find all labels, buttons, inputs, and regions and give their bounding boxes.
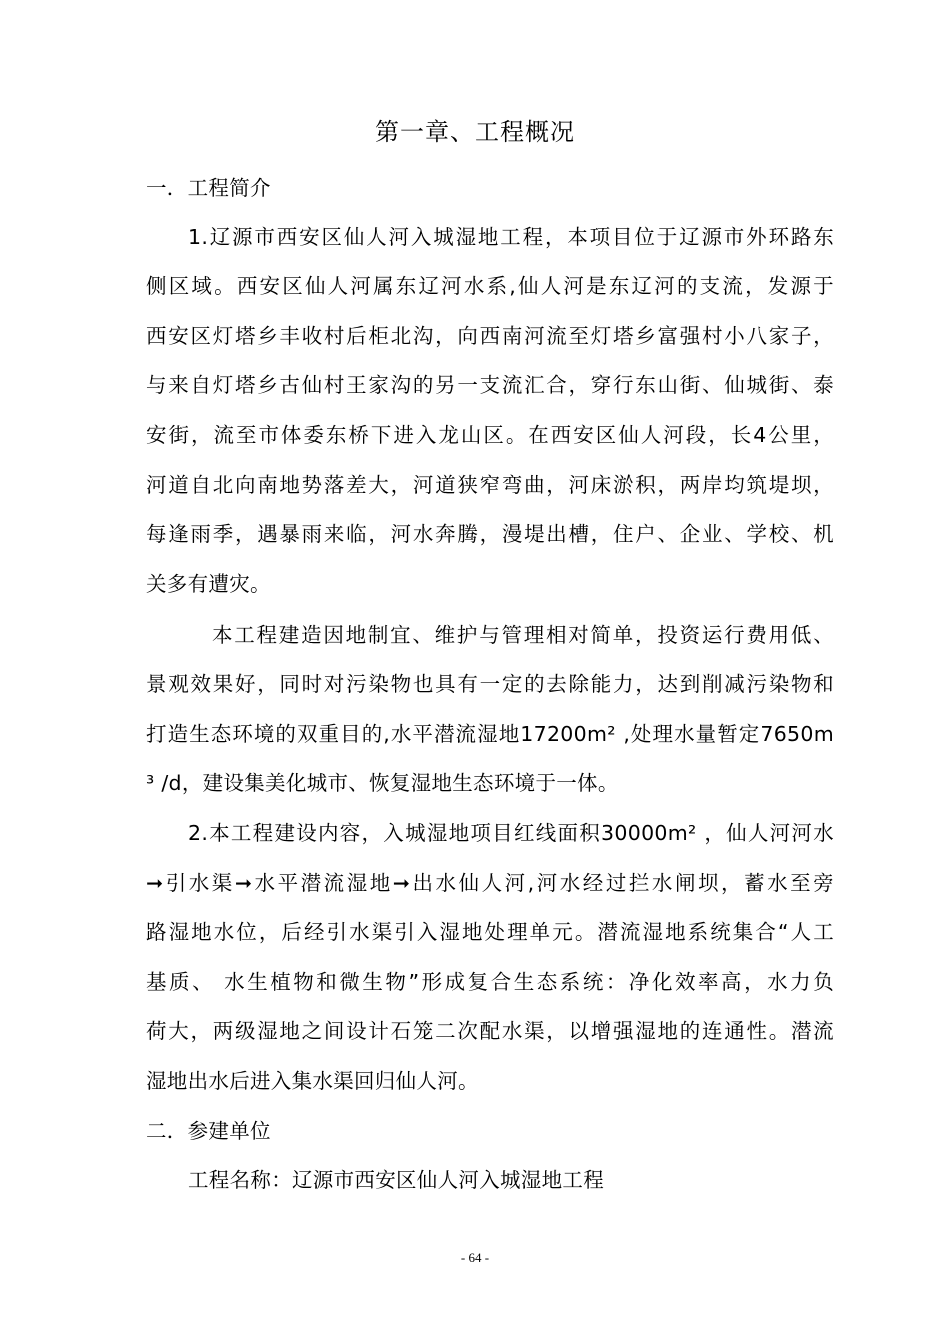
project-name-line: 工程名称：辽源市西安区仙人河入城湿地工程 — [188, 1168, 604, 1192]
section-heading-participants: 二．参建单位 — [146, 1119, 271, 1143]
paragraph-line: 1.辽源市西安区仙人河入城湿地工程，本项目位于辽源市外环路东 — [188, 225, 834, 249]
paragraph-line: 基质、 水生植物和微生物”形成复合生态系统：净化效率高，水力负 — [146, 970, 834, 994]
paragraph-line: 路湿地水位，后经引水渠引入湿地处理单元。潜流湿地系统集合“人工 — [146, 920, 834, 944]
paragraph-line: 安街，流至市体委东桥下进入龙山区。在西安区仙人河段，长4公里， — [146, 423, 834, 447]
paragraph-line: 打造生态环境的双重目的,水平潜流湿地17200m² ,处理水量暂定7650m — [146, 722, 834, 746]
paragraph-line: 关多有遭灾。 — [146, 572, 271, 596]
page-number: - 64 - — [460, 1250, 490, 1265]
paragraph-line: ➞引水渠➞水平潜流湿地➞出水仙人河,河水经过拦水闸坝，蓄水至旁 — [146, 871, 834, 895]
paragraph-line: 河道自北向南地势落差大，河道狭窄弯曲，河床淤积，两岸均筑堤坝， — [146, 473, 834, 497]
paragraph-line: 西安区灯塔乡丰收村后柜北沟，向西南河流至灯塔乡富强村小八家子， — [146, 324, 834, 348]
paragraph-line: 景观效果好，同时对污染物也具有一定的去除能力，达到削减污染物和 — [146, 672, 834, 696]
paragraph-line: 本工程建造因地制宜、维护与管理相对简单，投资运行费用低、 — [212, 623, 834, 647]
section-heading-overview: 一．工程简介 — [146, 176, 271, 200]
paragraph-line: 侧区域。西安区仙人河属东辽河水系,仙人河是东辽河的支流，发源于 — [146, 274, 834, 298]
paragraph-line: 湿地出水后进入集水渠回归仙人河。 — [146, 1069, 479, 1093]
paragraph-line: 每逢雨季，遇暴雨来临，河水奔腾，漫堤出槽，住户、企业、学校、机 — [146, 522, 834, 546]
paragraph-line: 与来自灯塔乡古仙村王家沟的另一支流汇合，穿行东山街、仙城街、泰 — [146, 373, 834, 397]
paragraph-line: 荷大，两级湿地之间设计石笼二次配水渠，以增强湿地的连通性。潜流 — [146, 1019, 834, 1043]
paragraph-line: 2.本工程建设内容，入城湿地项目红线面积30000m² ，仙人河河水 — [188, 821, 834, 845]
chapter-title: 第一章、工程概况 — [375, 118, 575, 146]
paragraph-line: ³ /d，建设集美化城市、恢复湿地生态环境于一体。 — [146, 771, 619, 795]
